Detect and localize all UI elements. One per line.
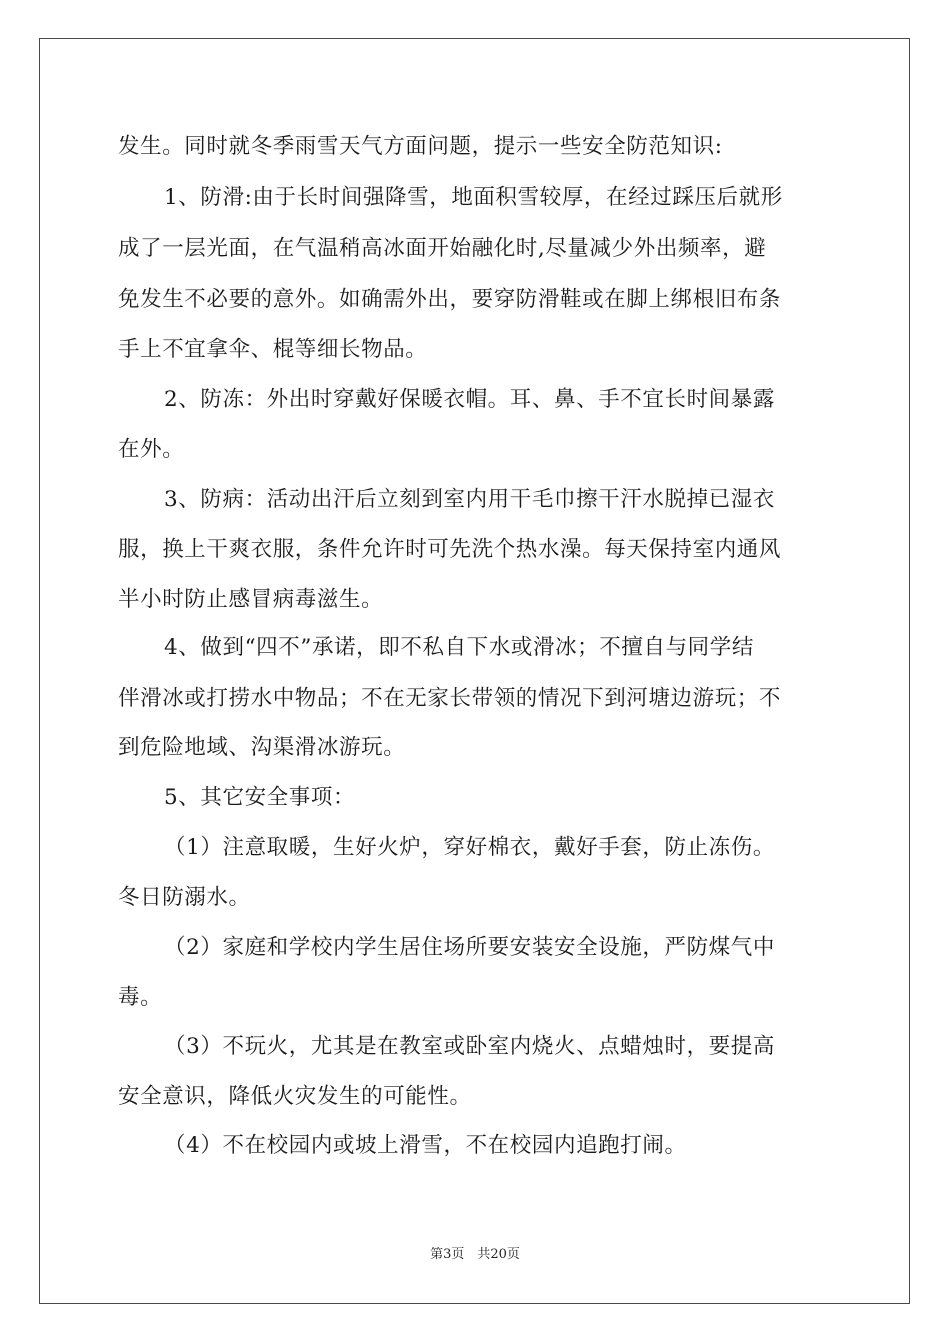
page-border xyxy=(39,38,910,1304)
text-line: 服，换上干爽衣服，条件允许时可先洗个热水澡。每天保持室内通风 xyxy=(118,537,782,562)
text-line: （2）家庭和学校内学生居住场所要安装安全设施，严防煤气中 xyxy=(164,935,775,960)
text-line: 毒。 xyxy=(118,985,163,1010)
text-line: （1）注意取暖，生好火炉，穿好棉衣，戴好手套，防止冻伤。 xyxy=(164,835,775,860)
text-line: 4、做到“四不”承诺，即不私自下水或滑冰；不擅自与同学结 xyxy=(164,635,754,660)
text-line: 伴滑冰或打捞水中物品；不在无家长带领的情况下到河塘边游玩；不 xyxy=(118,686,782,711)
text-line: 手上不宜拿伞、棍等细长物品。 xyxy=(118,337,428,362)
text-line: 5、其它安全事项： xyxy=(164,785,356,810)
text-line: （4）不在校园内或坡上滑雪，不在校园内追跑打闹。 xyxy=(164,1133,687,1158)
text-line: 在外。 xyxy=(118,437,185,462)
text-line: 发生。同时就冬季雨雪天气方面问题，提示一些安全防范知识: xyxy=(118,134,723,159)
text-line: 成了一层光面，在气温稍高冰面开始融化时,尽量减少外出频率，避 xyxy=(118,236,767,261)
text-line: 半小时防止感冒病毒滋生。 xyxy=(118,587,384,612)
text-line: 冬日防溺水。 xyxy=(118,885,251,910)
text-line: 3、防病：活动出汗后立刻到室内用干毛巾擦干汗水脱掉已湿衣 xyxy=(164,487,775,512)
text-line: 1、防滑:由于长时间强降雪，地面积雪较厚，在经过踩压后就形 xyxy=(164,185,783,210)
text-line: 免发生不必要的意外。如确需外出，要穿防滑鞋或在脚上绑根旧布条 xyxy=(118,287,782,312)
text-line: 到危险地域、沟渠滑冰游玩。 xyxy=(118,735,406,760)
text-line: （3）不玩火，尤其是在教室或卧室内烧火、点蜡烛时，要提高 xyxy=(164,1034,775,1059)
text-line: 安全意识，降低火灾发生的可能性。 xyxy=(118,1084,472,1109)
text-line: 2、防冻：外出时穿戴好保暖衣帽。耳、鼻、手不宜长时间暴露 xyxy=(164,387,775,412)
page-number-footer: 第3页 共20页 xyxy=(430,1247,520,1262)
